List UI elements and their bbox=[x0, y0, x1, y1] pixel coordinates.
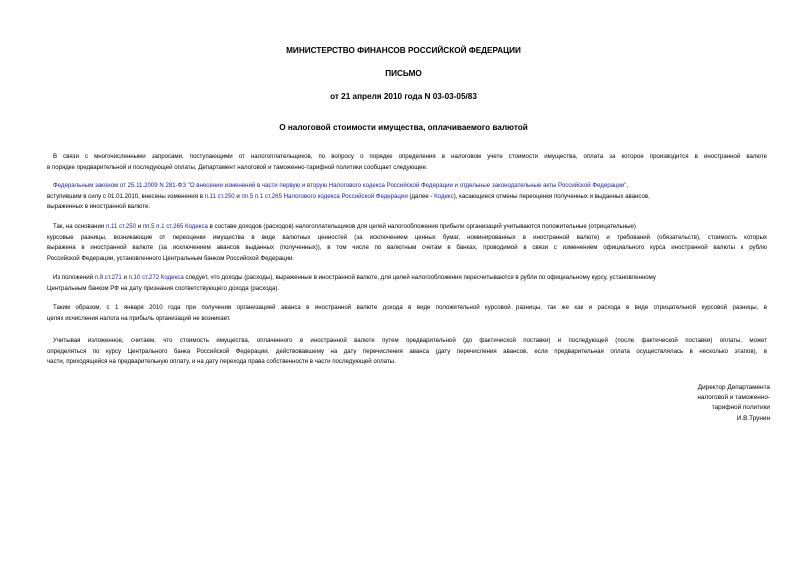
article-272-code-link[interactable]: п.10 ст.272 Кодекса bbox=[128, 274, 184, 281]
text-fragment: ), касающиеся отмены переоценки полученных и выданных авансов, bbox=[453, 192, 650, 200]
paragraph-line bbox=[53, 222, 767, 233]
paragraph-2 bbox=[47, 181, 767, 213]
article-265-code-link[interactable]: пп.5 п.1 ст.265 Кодекса bbox=[142, 223, 208, 230]
paragraph-line bbox=[53, 273, 767, 284]
text-fragment: и bbox=[136, 223, 143, 230]
signer-position-line: Директор Департамента bbox=[697, 384, 770, 391]
article-250-link[interactable]: п.11 ст.250 bbox=[105, 223, 136, 230]
document-type-heading: ПИСЬМО bbox=[385, 69, 422, 78]
paragraph-1 bbox=[47, 152, 767, 173]
paragraph-5 bbox=[47, 303, 767, 324]
paragraph-line: определяться по курсу Центрального банка Российской Федерации, действовавшему на дату перечисления аванса (дату перечисления авансов, если предварительная оплата осуществлялась в несколько этапов), в bbox=[47, 347, 767, 355]
document-subject: О налоговой стоимости имущества, оплачиваемого валютой bbox=[279, 123, 528, 132]
paragraph-6 bbox=[47, 336, 767, 368]
article-265-link[interactable]: пп.5 п.1 ст.265 Налогового кодекса Российской Федерации bbox=[241, 192, 408, 200]
text-fragment: вступившим в силу с 01.01.2010, внесены изменения в bbox=[47, 192, 205, 200]
paragraph-line: Центральным банком РФ на дату признания соответствующего дохода (расхода). bbox=[47, 284, 280, 292]
signature-block bbox=[697, 383, 770, 424]
paragraph-line: курсовые разницы, возникающие от переоценки имущества в виде валютных ценностей (за исключением ценных бумаг, номинированных в иностранной валюте) и требований (обязательств), стоимость которых bbox=[47, 233, 767, 241]
paragraph-4 bbox=[47, 273, 767, 294]
signer-position-line: налоговой и таможенно- bbox=[697, 394, 770, 402]
paragraph-line: выражена в иностранной валюте (за исключением авансов выданных (полученных)), в том числе по валютным счетам в банках, проводимой в связи с изменением официального курса иностранной валюты к рублю bbox=[47, 244, 767, 251]
paragraph-line: Российской Федерации, установленного Центральным банком Российской Федерации. bbox=[47, 254, 295, 262]
document-date-number: от 21 апреля 2010 года N 03-03-05/83 bbox=[330, 92, 477, 101]
text-fragment: в составе доходов (расходов) налогоплательщиков для целей налогообложения прибыли организаций учитываются положительные (отрицательные) bbox=[207, 223, 636, 230]
article-250-link[interactable]: п.11 ст.250 bbox=[204, 192, 235, 200]
text-fragment: Из положений bbox=[53, 274, 95, 281]
text-fragment: следует, что доходы (расходы), выраженные в иностранной валюте, для целей налогообложения пересчитываются в рубли по официальному курсу, установленному bbox=[183, 274, 656, 281]
paragraph-line: Таким образом, с 1 января 2010 года при получении организацией аванса в иностранной валюте дохода в виде положительной курсовой разницы, так же как и расхода в виде отрицательной курсовой разницы, в bbox=[53, 304, 767, 311]
paragraph-line: Учитывая изложенное, считаем, что стоимость имущества, оплаченного в иностранной валюте путем предварительной (до фактической поставки) и последующей (после фактической поставки) оплаты, может bbox=[53, 337, 767, 344]
ministry-heading: МИНИСТЕРСТВО ФИНАНСОВ РОССИЙСКОЙ ФЕДЕРАЦИИ bbox=[286, 46, 521, 55]
text-fragment: Так, на основании bbox=[53, 223, 106, 230]
paragraph-line: В связи с многочисленными запросами, поступающими от налогоплательщиков, по вопросу о порядке определения в налоговом учете стоимости имущества, оплата за которое производится в иностранной валюте bbox=[53, 153, 767, 160]
paragraph-line: целях исчисления налога на прибыль организаций не возникает. bbox=[47, 314, 231, 322]
text-fragment: и bbox=[234, 192, 242, 200]
paragraph-line bbox=[47, 192, 767, 203]
paragraph-line bbox=[53, 181, 767, 192]
code-link[interactable]: Кодекс bbox=[434, 192, 454, 200]
text-fragment: , bbox=[626, 182, 629, 189]
federal-law-link[interactable]: Федеральным законом от 25.11.2009 N 281-ФЗ "О внесении изменений в части первую и вторую Налогового кодекса Российской Федерации и отдельные законодательные акты Российской Федерации" bbox=[53, 182, 627, 189]
signer-name: И.В.Трунин bbox=[736, 414, 770, 422]
paragraph-line: части, приходящейся на предварительную оплату, и на дату перехода права собственности в части последующей оплаты. bbox=[47, 358, 396, 365]
signer-position-line: тарифной политики bbox=[711, 404, 770, 412]
text-fragment: (далее - bbox=[407, 192, 435, 200]
text-fragment: и bbox=[121, 274, 129, 281]
paragraph-line: в порядке предварительной и последующей оплаты, Департамент налоговой и таможенно-тарифной политики сообщает следующее. bbox=[47, 163, 428, 171]
article-271-link[interactable]: п.8 ст.271 bbox=[94, 274, 122, 281]
paragraph-line: выраженных в иностранной валюте. bbox=[47, 203, 150, 210]
paragraph-3 bbox=[47, 222, 767, 264]
